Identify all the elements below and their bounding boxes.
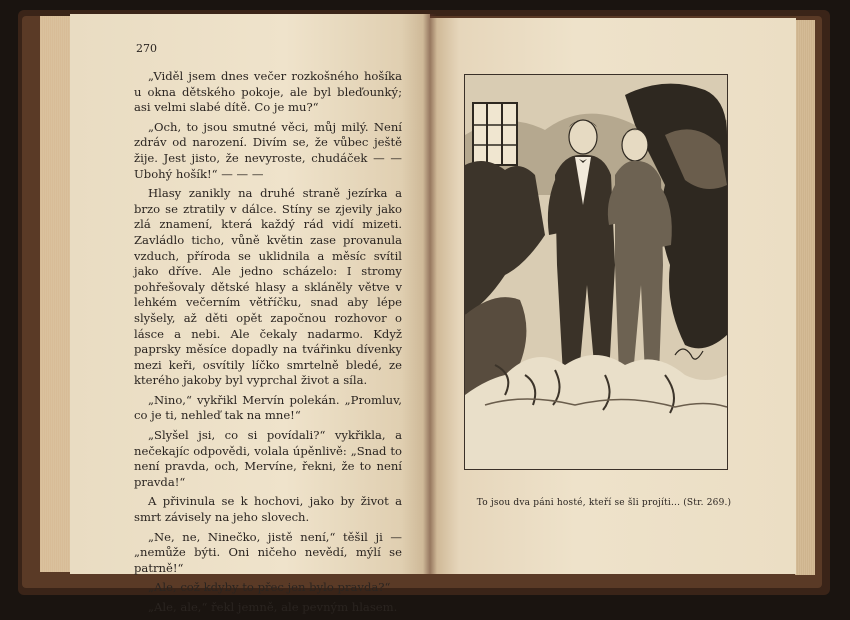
left-page — [70, 14, 430, 614]
right-page — [430, 18, 796, 574]
page-number: 270 — [136, 42, 157, 55]
book-gutter — [423, 14, 437, 574]
paragraph: „Nino,“ vykřikl Mervín polekán. „Promluv, co je ti, nehleď tak na mne!“ — [134, 392, 402, 423]
paragraph: „Ale, ale,“ řekl jemně, ale pevným hlasem. — [148, 600, 398, 614]
paragraph: „Ale, což kdyby to přec jen bylo pravda?“ — [148, 580, 391, 595]
paragraph: Hlasy zanikly na druhé straně jezírka a brzo se ztratily v dálce. Stíny se zjevily jako zlá znamení, která každý rád vidí mizeti. Zavládlo ticho, vůně květin zase provanula vzduch, příroda se uklidnila a měsíc svítil jako dříve. Ale jedno scházelo: I stromy pohřešovaly dětské hlasy a skláněly větve v lehkém večerním větříčku, snad aby lépe slyšely, až děti opět započnou rozhovor o lásce a nebi. Ale čekaly nadarmo. Když paprsky měsíce dopadly na tvářinku dívenky mezi keři, osvítily líčko smrtelně bledé, ze kterého jakoby byl vyprchal život a síla. — [134, 186, 402, 388]
illustration-drawing — [465, 75, 727, 469]
paragraph: A přivinula se k hochovi, jako by život a smrt závisely na jeho slovech. — [134, 494, 402, 525]
paragraph: „Viděl jsem dnes večer rozkošného hošíka u okna dětského pokoje, ale byl bleďounký; asi velmi slabé dítě. Co je mu?“ — [134, 69, 402, 115]
paragraph: „Ne, ne, Ninečko, jistě není,“ těšil ji — „nemůže býti. Oni ničeho nevědí, mýlí se patrně!“ — [134, 529, 402, 575]
illustration-caption: To jsou dva páni hosté, kteří se šli projíti... (Str. 269.) — [476, 498, 732, 508]
illustration — [464, 74, 728, 470]
body-text — [134, 69, 402, 620]
paragraph: „Slyšel jsi, co si povídali?“ vykřikla, a nečekajíc odpovědi, volala úpěnlivě: „Snad to není pravda, och, Mervíne, řekni, že to není pravda!“ — [134, 428, 402, 489]
paragraph: „Och, to jsou smutné věci, můj milý. Není zdráv od narození. Divím se, že vůbec ještě žije. Jest jisto, že nevyroste, chudáček — — Ubohý hošík!“ — — — — [134, 119, 402, 181]
page-stack-right — [795, 20, 815, 575]
